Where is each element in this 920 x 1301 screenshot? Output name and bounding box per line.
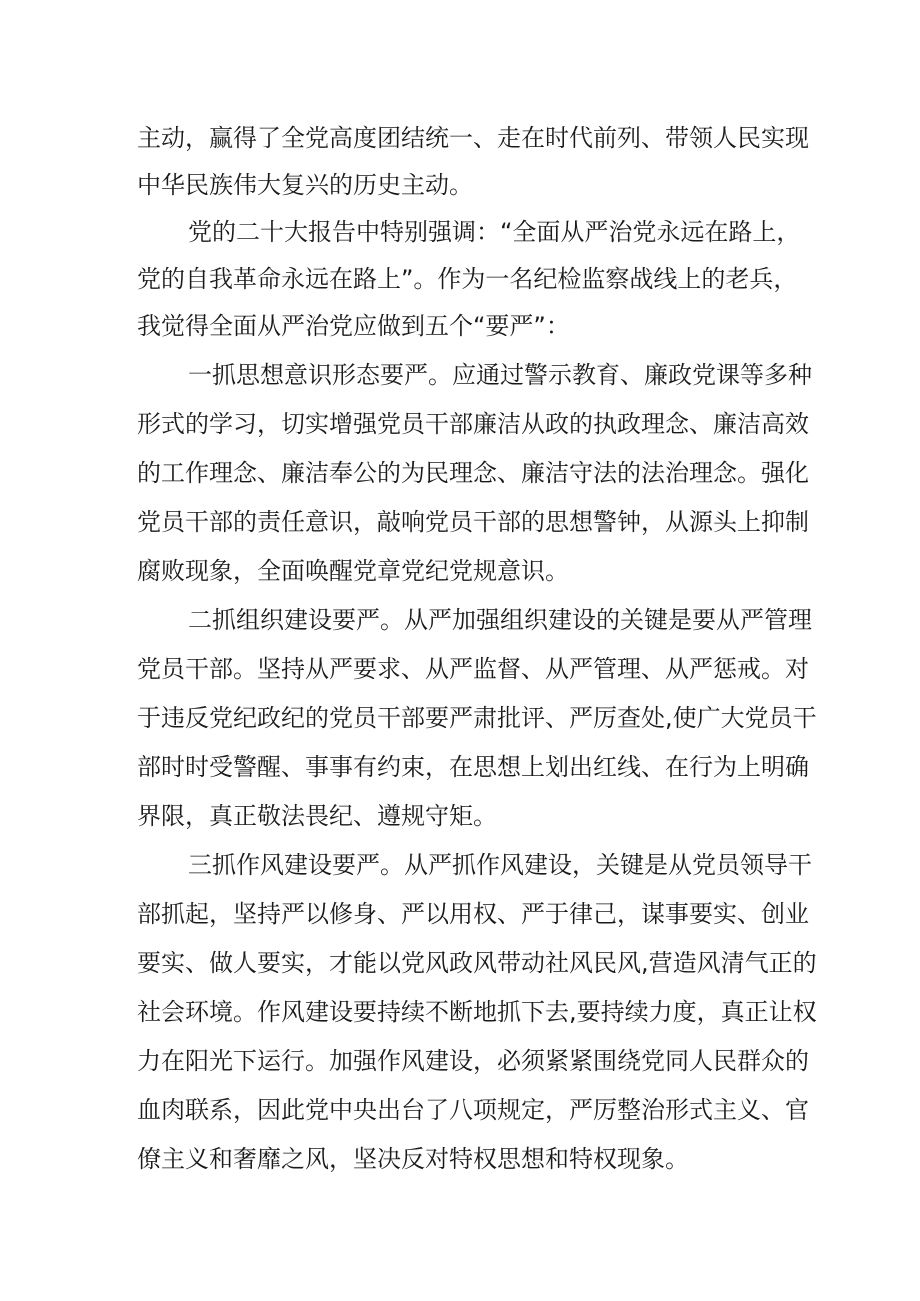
text-line: 三抓作风建设要严。从严抓作风建设，关键是从党员领导干 bbox=[188, 851, 812, 879]
text-line: 界限，真正敬法畏纪、遵规守矩。 bbox=[137, 802, 497, 830]
text-line: 党员干部的责任意识，敲响党员干部的思想警钟，从源头上抑制 bbox=[137, 508, 809, 536]
text-line: 部抓起，坚持严以修身、严以用权、严于律己，谋事要实、创业 bbox=[137, 900, 809, 928]
text-line: 形式的学习，切实增强党员干部廉洁从政的执政理念、廉洁高效 bbox=[137, 410, 809, 438]
text-line: 二抓组织建设要严。从严加强组织建设的关键是要从严管理 bbox=[188, 606, 812, 634]
text-line: 僚主义和奢靡之风，坚决反对特权思想和特权现象。 bbox=[137, 1145, 689, 1173]
text-line: 的工作理念、廉洁奉公的为民理念、廉洁守法的法治理念。强化 bbox=[137, 459, 809, 487]
text-line: 力在阳光下运行。加强作风建设，必须紧紧围绕党同人民群众的 bbox=[137, 1047, 809, 1075]
text-line: 党的自我革命永远在路上”。作为一名纪检监察战线上的老兵， bbox=[137, 265, 798, 293]
text-line: 部时时受警醒、事事有约束，在思想上划出红线、在行为上明确 bbox=[137, 753, 809, 781]
text-line: 中华民族伟大复兴的历史主动。 bbox=[137, 171, 473, 199]
text-line: 腐败现象，全面唤醒党章党纪党规意识。 bbox=[137, 557, 569, 585]
text-line: 血肉联系，因此党中央出台了八项规定，严厉整治形式主义、官 bbox=[137, 1096, 809, 1124]
text-line: 党员干部。坚持从严要求、从严监督、从严管理、从严惩戒。对 bbox=[137, 655, 809, 683]
text-line: 于违反党纪政纪的党员干部要严肃批评、严厉查处,使广大党员干 bbox=[137, 704, 817, 732]
text-line: 我觉得全面从严治党应做到五个“要严”： bbox=[137, 312, 570, 340]
text-line: 要实、做人要实，才能以党风政风带动社风民风,营造风清气正的 bbox=[137, 949, 817, 977]
text-line: 主动，赢得了全党高度团结统一、走在时代前列、带领人民实现 bbox=[137, 124, 809, 152]
text-line: 党的二十大报告中特别强调：“全面从严治党永远在路上， bbox=[188, 218, 801, 246]
text-line: 一抓思想意识形态要严。应通过警示教育、廉政党课等多种 bbox=[188, 361, 812, 389]
text-line: 社会环境。作风建设要持续不断地抓下去,要持续力度，真正让权 bbox=[137, 998, 817, 1026]
